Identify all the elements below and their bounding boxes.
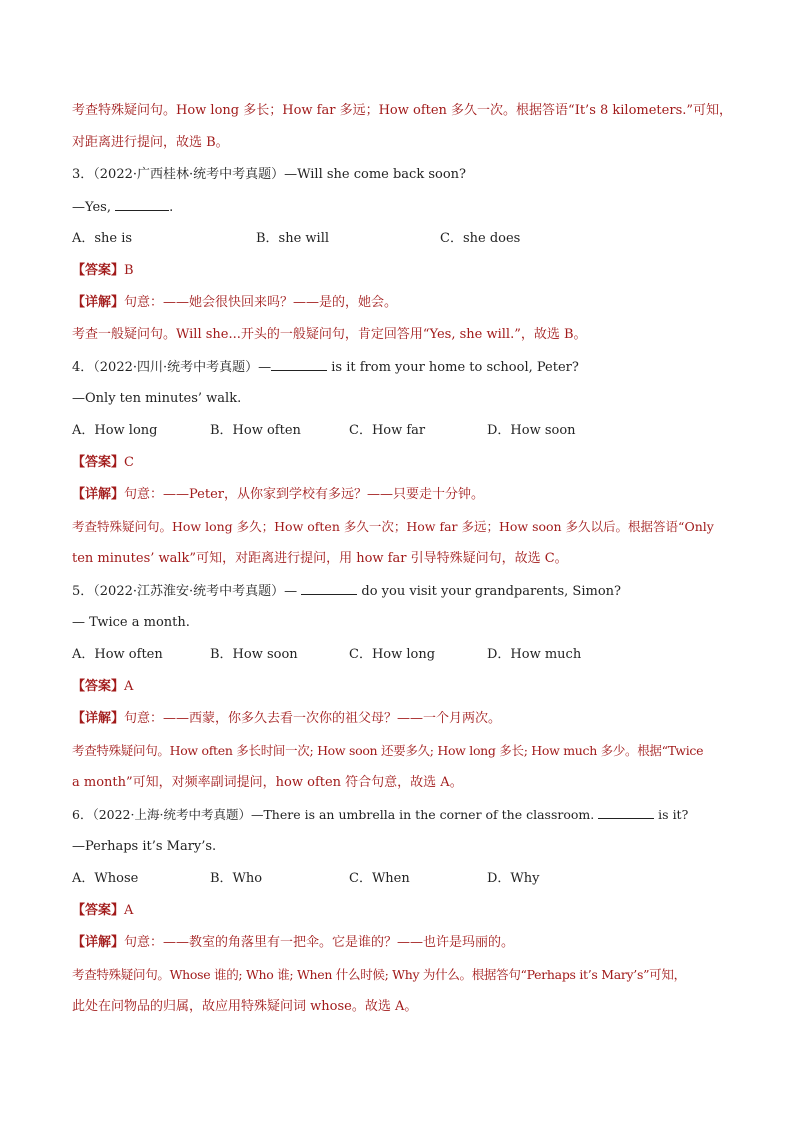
- question-3-stem-line-2: —Yes, .: [72, 200, 174, 215]
- option-a: A．How long: [72, 423, 158, 438]
- question-3-stem: 3．（2022·广西桂林·统考中考真题）—Will she come back soon?: [72, 167, 467, 182]
- option-a: A．Whose: [72, 871, 139, 886]
- option-b: B．she will: [256, 231, 330, 246]
- question-4-answer: 【答案】C: [72, 455, 134, 470]
- option-a: A．How often: [72, 647, 163, 662]
- option-a: A．she is: [72, 231, 133, 246]
- option-b: B．How often: [210, 423, 301, 438]
- option-c: C．How far: [349, 423, 426, 438]
- intro-line-1: 考查特殊疑问句。How long 多长；How far 多远；How often 多久一次。根据答语“It’s 8 kilometers.”可知，: [72, 103, 733, 118]
- option-c: C．How long: [349, 647, 436, 662]
- question-4-options: [72, 422, 732, 440]
- question-6-detail-line-3: 此处在问物品的归属，故应用特殊疑问词 whose。故选 A。: [72, 999, 418, 1014]
- answer-blank: [301, 582, 357, 595]
- option-d: D．How soon: [487, 423, 576, 438]
- option-d: D．How much: [487, 647, 582, 662]
- question-3-detail: 【详解】句意：——她会很快回来吗？——是的，她会。: [72, 295, 398, 310]
- option-b: B．How soon: [210, 647, 298, 662]
- question-6-stem-line-2: —Perhaps it’s Mary’s.: [72, 839, 217, 854]
- question-4-stem-line-2: —Only ten minutes’ walk.: [72, 391, 242, 406]
- option-b: B．Who: [210, 871, 263, 886]
- option-c: C．When: [349, 871, 410, 886]
- question-4-stem: 4．（2022·四川·统考中考真题）— is it from your home to school, Peter?: [72, 360, 579, 375]
- answer-blank: [598, 806, 654, 819]
- question-4-detail-line-3: ten minutes’ walk”可知，对距离进行提问，用 how far 引导特殊疑问句，故选 C。: [72, 551, 568, 566]
- question-5-answer: 【答案】A: [72, 679, 134, 694]
- answer-blank: [115, 198, 169, 211]
- question-6-options: [72, 870, 732, 888]
- question-5-stem: 5．（2022·江苏淮安·统考中考真题）— do you visit your grandparents, Simon?: [72, 584, 621, 599]
- option-c: C．she does: [440, 231, 521, 246]
- intro-line-2: 对距离进行提问，故选 B。: [72, 135, 229, 150]
- question-5-detail-line-2: 考查特殊疑问句。How often 多长时间一次; How soon 还要多久; How long 多长; How much 多少。根据“Twice: [72, 743, 704, 758]
- question-5-detail-line-3: a month”可知，对频率副词提问，how often 符合句意，故选 A。: [72, 775, 463, 790]
- question-5-stem-line-2: — Twice a month.: [72, 615, 190, 630]
- question-6-answer: 【答案】A: [72, 903, 134, 918]
- option-d: D．Why: [487, 871, 540, 886]
- question-6-stem: 6．（2022·上海·统考中考真题）—There is an umbrella in the corner of the classroom. is it?: [72, 807, 689, 822]
- question-4-detail-line-2: 考查特殊疑问句。How long 多久；How often 多久一次；How far 多远；How soon 多久以后。根据答语“Only: [72, 519, 714, 534]
- question-3-answer: 【答案】B: [72, 263, 134, 278]
- question-5-detail: 【详解】句意：——西蒙，你多久去看一次你的祖父母？——一个月两次。: [72, 711, 502, 726]
- question-6-detail: 【详解】句意：——教室的角落里有一把伞。它是谁的？——也许是玛丽的。: [72, 935, 515, 950]
- question-3-detail-line-2: 考查一般疑问句。Will she...开头的一般疑问句，肯定回答用“Yes, she will.”，故选 B。: [72, 327, 587, 342]
- question-6-detail-line-2: 考查特殊疑问句。Whose 谁的; Who 谁; When 什么时候; Why 为什么。根据答句“Perhaps it’s Mary’s”可知，: [72, 967, 686, 982]
- question-3-options: [72, 230, 732, 248]
- answer-blank: [271, 358, 327, 371]
- question-4-detail: 【详解】句意：——Peter，从你家到学校有多远？——只要走十分钟。: [72, 487, 485, 502]
- question-5-options: [72, 646, 732, 664]
